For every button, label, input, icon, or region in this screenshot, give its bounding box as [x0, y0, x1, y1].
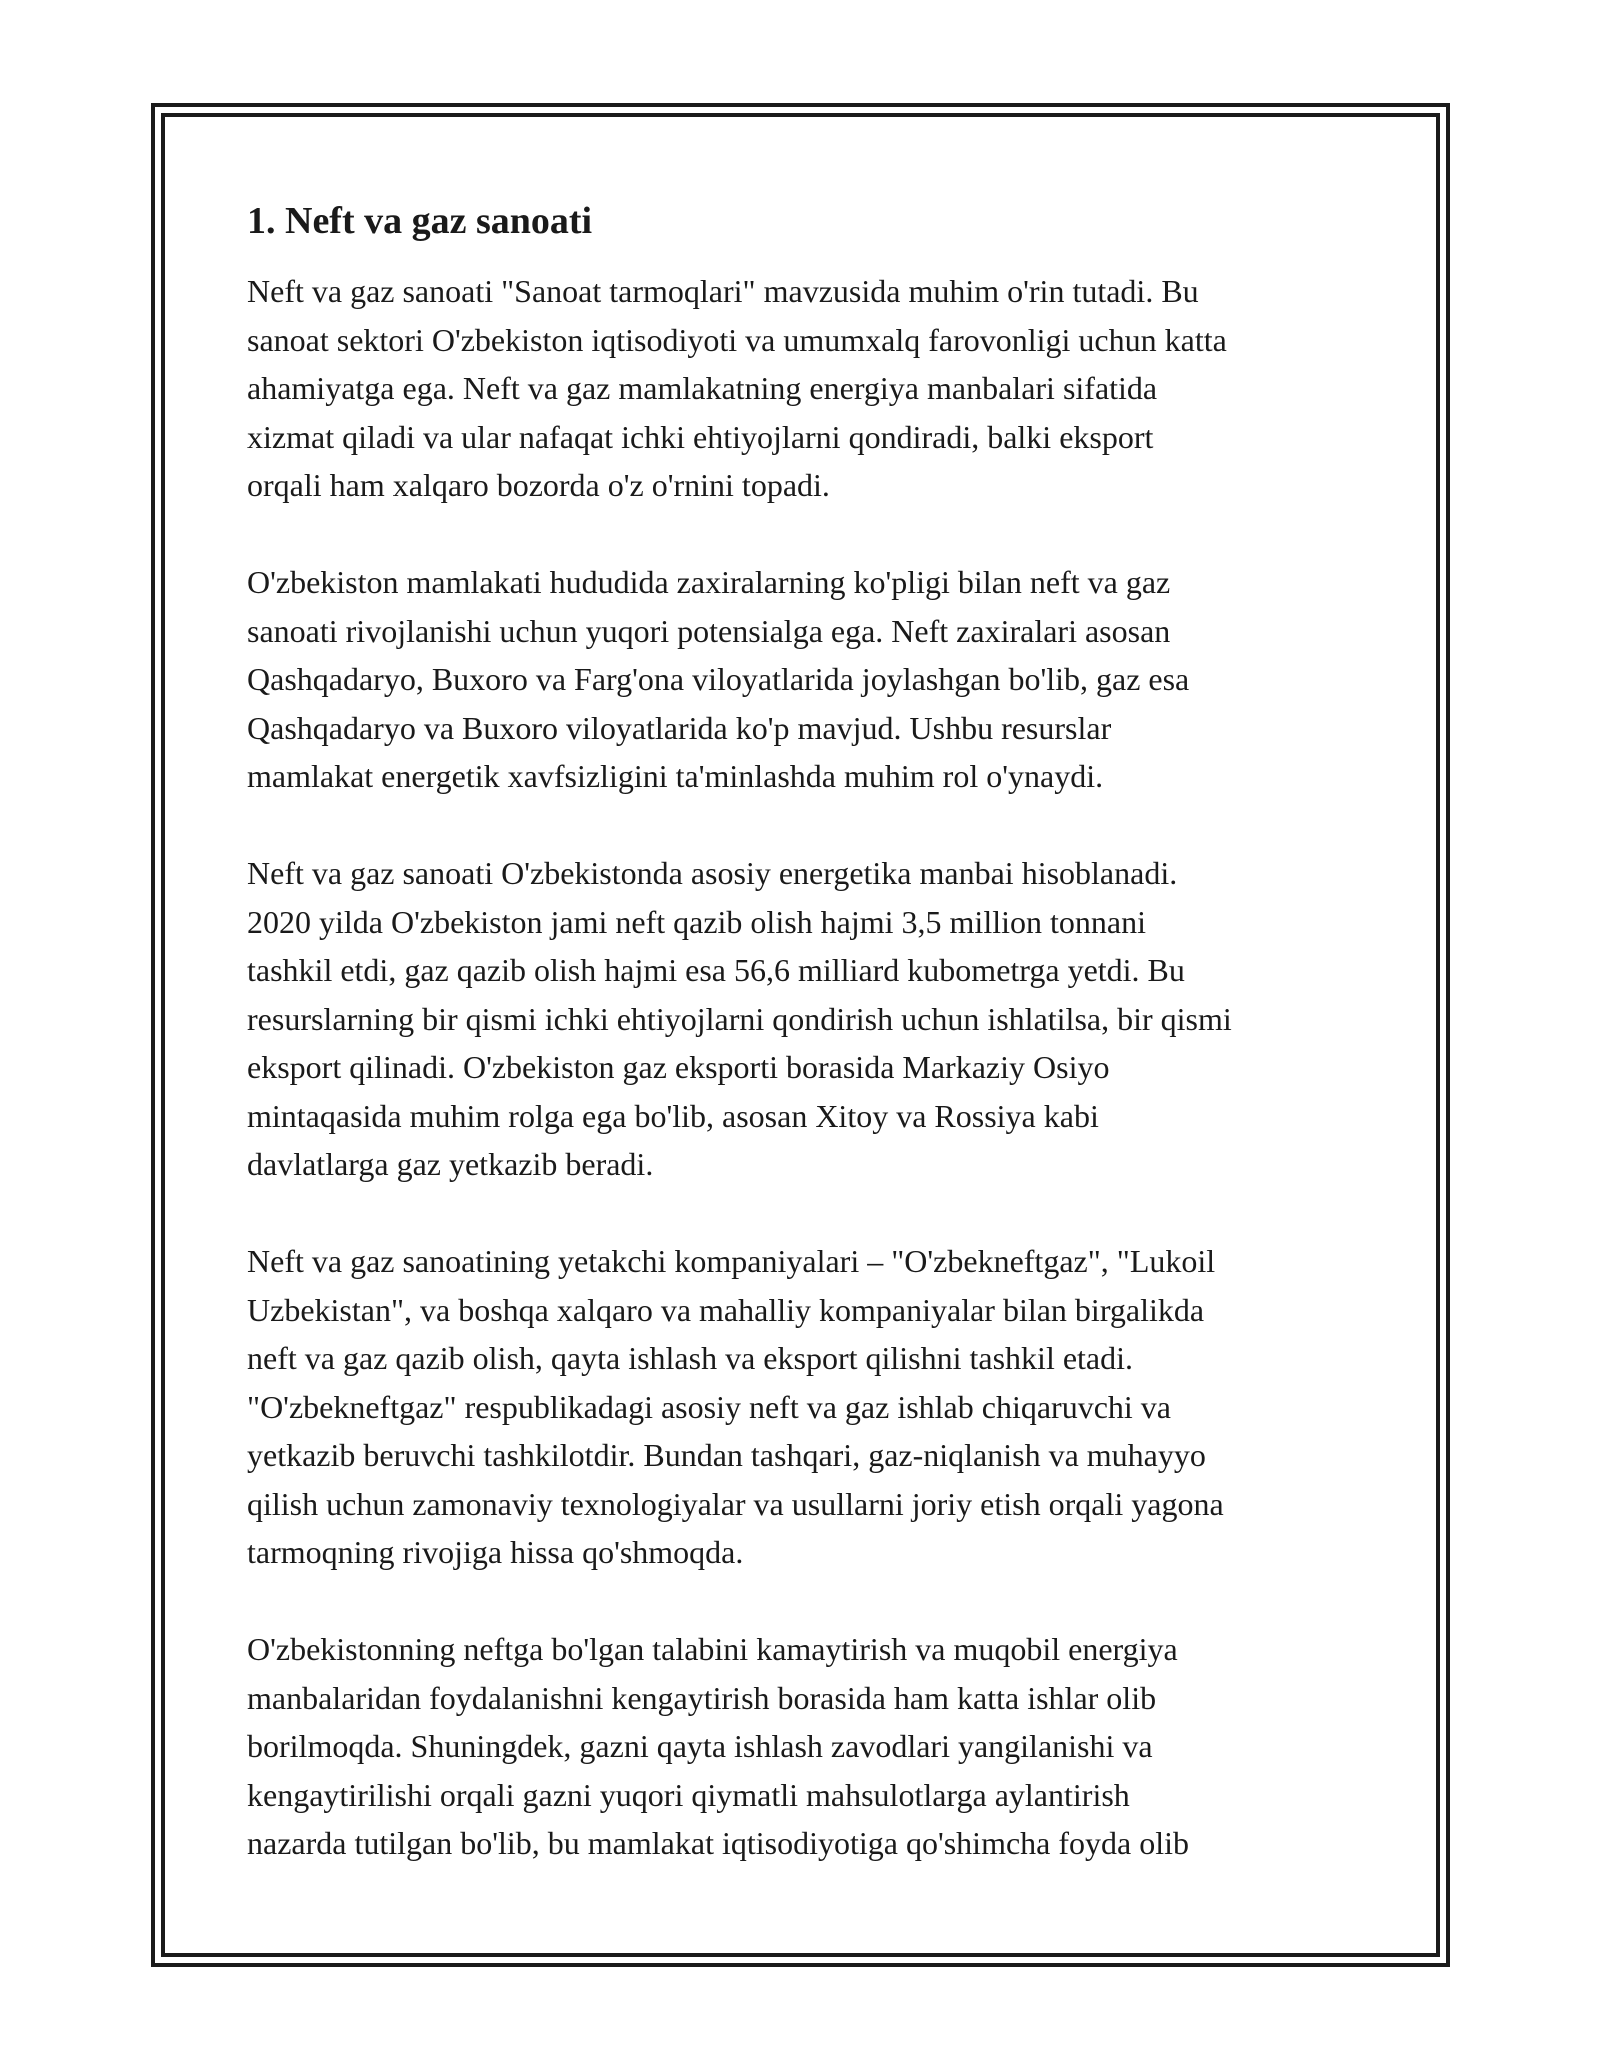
page-border-outer [151, 103, 1450, 1967]
paragraph-4: Neft va gaz sanoatining yetakchi kompaniyalari – "O'zbekneftgaz", "Lukoil Uzbekistan", va boshqa xalqaro va mahalliy kompaniyalar bilan birgalikda neft va gaz qazib olish, qayta ishlash va eksport qilishni tashkil etadi. "O'zbekneftgaz" respublikadagi asosiy neft va gaz ishlab chiqaruvchi va yetkazib beruvchi tashkilotdir. Bundan tashqari, gaz-niqlanish va muhayyo qilish uchun zamonaviy texnologiyalar va usullarni joriy etish orqali yagona tarmoqning rivojiga hissa qo'shmoqda. [247, 1243, 1224, 1570]
paragraph-3: Neft va gaz sanoati O'zbekistonda asosiy energetika manbai hisoblanadi. 2020 yilda O'zbekiston jami neft qazib olish hajmi 3,5 million tonnani tashkil etdi, gaz qazib olish hajmi esa 56,6 milliard kubometrga yetdi. Bu resurslarning bir qismi ichki ehtiyojlarni qondirish uchun ishlatilsa, bir qismi eksport qilinadi. O'zbekiston gaz eksporti borasida Markaziy Osiyo mintaqasida muhim rolga ega bo'lib, asosan Xitoy va Rossiya kabi davlatlarga gaz yetkazib beradi. [247, 855, 1232, 1182]
paragraph-1: Neft va gaz sanoati "Sanoat tarmoqlari" mavzusida muhim o'rin tutadi. Bu sanoat sektori O'zbekiston iqtisodiyoti va umumxalq farovonligi uchun katta ahamiyatga ega. Neft va gaz mamlakatning energiya manbalari sifatida xizmat qiladi va ular nafaqat ichki ehtiyojlarni qondiradi, balki eksport orqali ham xalqaro bozorda o'z o'rnini topadi. [247, 273, 1227, 503]
paragraph-2: O'zbekiston mamlakati hududida zaxiralarning ko'pligi bilan neft va gaz sanoati rivojlanishi uchun yuqori potensialga ega. Neft zaxiralari asosan Qashqadaryo, Buxoro va Farg'ona viloyatlarida joylashgan bo'lib, gaz esa Qashqadaryo va Buxoro viloyatlarida ko'p mavjud. Ushbu resurslar mamlakat energetik xavfsizligini ta'minlashda muhim rol o'ynaydi. [247, 564, 1190, 794]
document-body [247, 197, 1387, 1916]
section-heading: 1. Neft va gaz sanoati [247, 200, 593, 242]
page-border-inner [161, 113, 1440, 1957]
paragraph-5: O'zbekistonning neftga bo'lgan talabini kamaytirish va muqobil energiya manbalaridan foydalanishni kengaytirish borasida ham katta ishlar olib borilmoqda. Shuningdek, gazni qayta ishlash zavodlari yangilanishi va kengaytirilishi orqali gazni yuqori qiymatli mahsulotlarga aylantirish nazarda tutilgan bo'lib, bu mamlakat iqtisodiyotiga qo'shimcha foyda olib [247, 1631, 1189, 1861]
